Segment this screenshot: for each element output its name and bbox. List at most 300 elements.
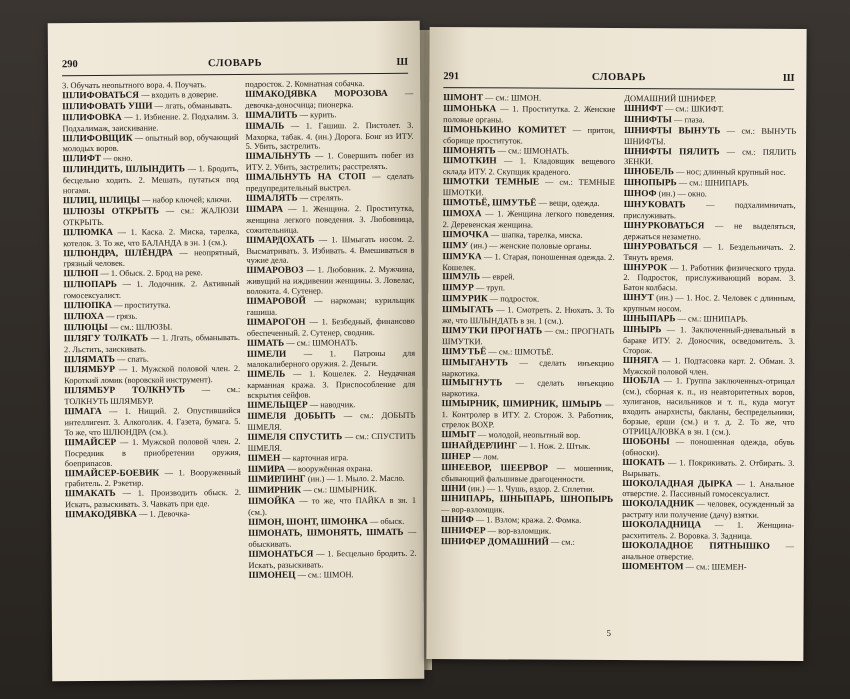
definition: — 1. Группа заключенных-отрицал (см.), сборная к. п., из неавторитетных воров, хулиганов, насильников и т. п., куда могут входить анархисты, бакланы, беспредельники, борзые, ерши (см.) и т. д. 2. То же, что ОТРИЦАЛОВКА в зн. 1 (см.). [622, 376, 795, 437]
definition: — 1. Взлом; кража. 2. Фомка. [475, 515, 582, 526]
definition: — см.: [550, 537, 575, 547]
dictionary-entry [248, 496, 416, 518]
definition: — то же, что ПАЙКА в зн. 1 (см.). [248, 495, 417, 518]
definition: — 1. Смотреть. 2. Нюхать. 3. То же, что ШЛЫНДАТЬ в зн. 1 (см.). [442, 305, 615, 326]
headword: ШОКОЛАДНИК [622, 499, 695, 510]
headword: ШМИРЛИНГ [247, 474, 306, 486]
definition: (ин.) — женские половые органы. [470, 240, 592, 251]
definition: — молодой, неопытный вор. [477, 430, 581, 440]
dictionary-entry [442, 294, 614, 306]
definition: — 1. Обыск. 2. Брод на реке. [100, 268, 203, 279]
headword: ШМЫТ [441, 430, 476, 441]
dictionary-entry [246, 172, 414, 194]
headword: ШМАРОВОЗ [246, 265, 304, 277]
headword: ШЛИФОВКА [62, 112, 122, 123]
dictionary-entry [442, 347, 614, 359]
dictionary-entry [64, 406, 240, 438]
headword: ШМОН, ШОНТ, ШМОНКА [248, 517, 368, 528]
headword: ШМАРОГОН [246, 317, 306, 328]
definition: — глаза. [674, 115, 705, 125]
dictionary-entry [442, 241, 614, 253]
definition: — см.: ШМЫРНИК. [303, 485, 377, 495]
headword: ШОБЛА [622, 376, 660, 387]
definition: — см.: ШМОН. [485, 93, 542, 103]
headword: ШМОТКИН [442, 156, 497, 167]
headword: ШМОНЯТЬ [442, 145, 496, 156]
dictionary-entry [63, 247, 239, 269]
definition: — 1. Вооруженный грабитель. 2. Рэкетир. [64, 467, 241, 489]
definition: — 1. Кладовщик вещевого склада ИТУ. 2. Скупщик краденого. [442, 156, 615, 178]
headword: ШЛЯМБУР ТОЛКНУТЬ [64, 385, 186, 397]
definition: (ин.) — 1. Мыло. 2. Масло. [307, 474, 405, 484]
definition: — 1. Контролер в ИТУ. 2. Сторож. 3. Работник, стрелок ВОХР. [441, 400, 614, 430]
headword: ШМИРНИК [247, 485, 302, 497]
definition: — нос; длинный крупный нос. [675, 167, 786, 178]
definition: — 1. Бродить, бесцельно ходить. 2. Мешать, путаться под ногами. [62, 164, 239, 196]
headword: ШМОТКИ ТЕМНЫЕ [442, 177, 540, 188]
headword: ШЛИФОВАТЬСЯ [62, 90, 140, 102]
definition: — наркоман; курильщик гашиша. [246, 295, 415, 317]
dictionary-entry [246, 204, 414, 236]
definition: — неопрятный, грязный человек. [63, 247, 240, 269]
left-column-1 [62, 80, 241, 521]
definition: — 1. Девочка- [138, 509, 190, 519]
headword: ШМЕЛЯ ДОБЫТЬ [247, 411, 336, 422]
headword: ШМОНТ [443, 93, 483, 104]
headword: ШНИФ [441, 515, 474, 526]
headword: ШНАЙДЕРЛИНГ [441, 440, 518, 452]
definition: — 1. Старая, поношенная одежда. 2. Кошелек. [442, 251, 615, 272]
headword: ШЛЮНДРА, ШЛЁНДРА [63, 247, 173, 259]
dictionary-entry [248, 549, 416, 571]
dictionary-entry [624, 147, 796, 169]
definition: — входить в доверие. [141, 90, 219, 100]
definition: — 1. Лгать, обманывать. 2. Льстить, заискивать. [63, 332, 240, 354]
definition: — поношенная одежда, обувь (обноски). [622, 437, 795, 458]
headword: ШМОНЬКА [443, 103, 497, 115]
definition: — 1. Шмыгать носом. 2. Высматривать. 3. Избивать. 4. Вмешиваться в чужие дела. [246, 234, 415, 266]
definition: подросток. 2. Комнатная собачка. [245, 79, 365, 89]
dictionary-entry [63, 206, 239, 228]
dictionary-entry [623, 314, 795, 326]
dictionary-entry [247, 369, 415, 401]
right-column-1 [441, 93, 615, 549]
dictionary-entry [441, 452, 613, 464]
headword: ШОКОЛАДНОЕ ПЯТНЫШКО [621, 541, 770, 552]
headword: ШМАКАТЬ [64, 489, 116, 500]
headword: ШМУТКИ ПРОГНАТЬ [442, 326, 543, 337]
definition: — см.: ТОЛКНУТЬ ШЛЯМБУР. [64, 385, 241, 407]
definition: — 1. Безбедный, финансово обеспеченный. 2. Сутенер, сводник. [246, 316, 415, 338]
definition: — лом. [472, 452, 499, 462]
headword: ШНОБЕЛЬ [623, 167, 674, 178]
headword: ШЛИФТ [62, 154, 102, 165]
definition: — см.: ШЕМЕН- [685, 562, 747, 572]
definition: — 1. Совершить побег из ИТУ. 2. Убить, застрелить; расстрелять. [245, 151, 414, 173]
dictionary-entry [443, 230, 615, 242]
definition: — наводчик. [309, 400, 356, 410]
dictionary-entry [622, 562, 794, 574]
definition: — 1. Кошелек. 2. Неудачная карманная кража. 3. Приспособление для вскрытия сейфов. [247, 369, 416, 401]
definition: (ин.) — окно. [658, 189, 707, 199]
definition: — подхалимничать, прислуживать. [623, 200, 796, 221]
dictionary-entry [442, 326, 614, 348]
definition: — сделать инъекцию наркотика. [441, 358, 614, 378]
page-number: 290 [61, 59, 78, 71]
headword: ШМАЛЬНУТЬ НА СТОП [245, 172, 366, 184]
headword: ШНЫРЬ [623, 324, 662, 336]
headword: ШЛЯГУ ТОЛКАТЬ [63, 333, 149, 344]
headword: ШНЕР [441, 451, 471, 463]
headword: ШОБОНЫ [622, 436, 670, 448]
headword: ШМАЛЬНУТЬ [245, 151, 311, 163]
headword: ШНЕЕВОР, ШЕЕРВОР [441, 462, 548, 474]
dictionary-entry [622, 437, 794, 459]
dictionary-entry [441, 495, 613, 517]
left-page [48, 21, 425, 682]
headword: ШМАЙСЕР [64, 437, 117, 449]
headword: ШЛЮМКА [63, 227, 114, 238]
headword: ШМАЛИТЬ [245, 110, 298, 121]
headword: ШНУРОВАТЬСЯ [623, 241, 698, 253]
definition: — 1. Гашиш. 2. Пистолет. 3. Махорка, табак. 4. (ин.) Дорога. Бонг из ИТУ. 5. Убить, застрелить. [245, 120, 414, 152]
definition: — не выделяться, держаться незаметно. [623, 221, 796, 242]
definition: — обыскивать. [248, 527, 417, 549]
dictionary-entry [624, 178, 796, 190]
headword: ШЛИФОВАТЬ УШИ [62, 101, 153, 113]
definition: (ин.) — 1. Чушь, вздор. 2. Сплетни. [468, 483, 595, 494]
definition: — 1. Нищий. 2. Опустившийся интеллигент. 3. Алкоголик. 4. Газета, бумага. 5. То же, что ШЛЮНДРА (см.). [64, 406, 241, 438]
headword: ШМУ [442, 240, 469, 251]
definition: — см.: ШКИФТ. [664, 104, 724, 114]
dictionary-entry [441, 484, 613, 496]
dictionary-entry [245, 120, 413, 152]
dictionary-entry [443, 93, 615, 105]
headword: ШМОХА [442, 209, 482, 220]
dictionary-entry [62, 112, 238, 134]
headword: ШЛЮП [63, 269, 99, 280]
dictionary-entry [441, 463, 613, 485]
left-column-2 [245, 79, 416, 582]
headword: ШМАТЬ [246, 338, 285, 349]
definition: — притон, сборище проституток. [443, 125, 616, 146]
dictionary-entry [248, 474, 416, 486]
definition: — стрелять. [299, 193, 344, 203]
definition: — 1. Избиение. 2. Подхалим. 3. Подхалимаж, заискивание. [62, 111, 239, 133]
dictionary-entry [622, 520, 794, 542]
definition: — см.: ШНИПАРЬ. [677, 314, 748, 324]
dictionary-entry [624, 115, 796, 127]
headword: ШНИ [441, 483, 466, 494]
definition: — 1. Женщина. 2. Проститутка, женщина легкого поведения. 3. Любовница, сожительница. [246, 203, 415, 235]
definition: — см.: ПЯЛИТЬ ЗЕНКИ. [623, 147, 797, 167]
right-page-header [443, 71, 794, 90]
dictionary-entry [247, 348, 415, 370]
headword: ШНИФТЫ [624, 114, 672, 126]
definition: — 1. Проститутка. 2. Женские половые органы. [443, 104, 616, 125]
headword: ШНИФЕР [440, 526, 486, 537]
headword: ШЛЮЦЫ [63, 322, 108, 334]
definition: — 1. Женщина легкого поведения. 2. Деревенская женщина. [442, 209, 615, 230]
dictionary-entry [623, 293, 795, 315]
headword: ШНУКОВАТЬ [623, 200, 686, 211]
dictionary-entry [442, 283, 614, 295]
dictionary-entry [623, 356, 795, 378]
headword: ШМЕЛЯ СПУСТИТЬ [247, 432, 343, 443]
definition: — см.: ШНИПАРЬ. [678, 178, 750, 188]
definition: — шапка, тарелка, миска. [490, 230, 583, 240]
definition: — см.: ШМОТЬЁ. [488, 347, 554, 357]
dictionary-entry [623, 263, 795, 295]
headword: ШМАЙСЕР-БОЕВИК [64, 468, 160, 479]
definition: — подросток. [489, 294, 540, 304]
dictionary-entry [443, 146, 615, 158]
dictionary-entry [247, 411, 415, 433]
dictionary-entry [64, 333, 240, 355]
dictionary-entry [65, 437, 241, 469]
dictionary-entry [441, 515, 613, 527]
definition: — 1. Работник физического труда. 2. Подросток, прислуживающий ворам. 3. Батон колбасы. [623, 262, 796, 293]
definition: — сделать инъекцию наркотика. [441, 378, 614, 399]
dictionary-entry [622, 479, 794, 501]
definition: — лгать, обманывать. [154, 100, 233, 111]
headword: ШЛЯМАТЬ [64, 354, 115, 365]
dictionary-entry [443, 104, 615, 126]
definition: 3. Обучать неопытного вора. 4. Поучать. [62, 80, 207, 91]
dictionary-entry [624, 221, 796, 243]
dictionary-entry [624, 189, 796, 201]
headword: ШОМЕНТОМ [621, 561, 684, 573]
headword: ШМОНЕЦ [248, 570, 296, 581]
headword: ШОКОЛАДНАЯ ДЫРКА [622, 478, 733, 490]
definition: — 1. Анальное отверстие. 2. Пассивный гомосексуалист. [622, 479, 795, 500]
definition: — 1. Мужской половой член. 2. Посредник в приобретении оружия, боеприпасов. [64, 436, 241, 468]
headword: ШМУЛЬ [442, 272, 481, 283]
headword: ШМАРОВОЙ [246, 296, 306, 307]
dictionary-entry [443, 125, 615, 147]
definition: — 1. Подтасовка карт. 2. Обман. 3. Мужской половой член. [622, 355, 795, 377]
headword: ШЛЮЗЫ ОТКРЫТЬ [62, 206, 159, 218]
definition: — см.: ШМОНАТЬ. [497, 145, 569, 156]
dictionary-entry [65, 488, 241, 510]
dictionary-entry [442, 272, 614, 284]
left-page-header [62, 57, 408, 76]
dictionary-entry [65, 509, 241, 521]
running-title: СЛОВАРЬ [207, 57, 263, 70]
headword: ШМЫГАНУТЬ [441, 357, 509, 369]
dictionary-entry [442, 358, 614, 380]
definition: — опытный вор, обучающий молодых воров. [62, 132, 239, 154]
page-number: 291 [443, 71, 460, 83]
headword: ШМЫГНУТЬ [441, 378, 503, 389]
definition: — курить. [299, 110, 337, 120]
definition: — см.: ВЫНУТЬ ШНИФТЫ. [624, 126, 797, 146]
dictionary-entry [64, 364, 240, 386]
dictionary-entry [624, 167, 796, 179]
dictionary-entry [246, 151, 414, 173]
dictionary-entry [246, 234, 414, 266]
running-title: СЛОВАРЬ [591, 71, 646, 84]
definition: — 1. Покрикивать. 2. Отбирать. 3. Вырывать. [622, 457, 795, 478]
dictionary-entry [442, 399, 614, 431]
headword: ШМИРА [247, 464, 286, 475]
dictionary-entry [443, 157, 615, 179]
dictionary-entry [247, 296, 415, 318]
headword: ШМАКОДЯВКА [65, 509, 137, 521]
definition: — проститутка. [114, 300, 171, 310]
headword: ШМАКОДЯВКА МОРОЗОВА [245, 88, 388, 100]
headword: ШМАГА [64, 407, 102, 418]
dictionary-entry [624, 104, 796, 116]
headword: ШНУРОК [623, 262, 668, 273]
headword: ШЛИЦ, ШЛИЦЫ [62, 195, 140, 207]
right-page [426, 27, 806, 661]
headword: ШНУРКОВАТЬСЯ [623, 220, 705, 232]
definition: — грязь. [106, 311, 138, 321]
dictionary-entry [64, 279, 240, 301]
dictionary-entry [441, 430, 613, 442]
definition: — сделать предупредительный выстрел. [245, 171, 414, 193]
dictionary-entry [64, 385, 240, 407]
headword: ШМЕЛЬЩЕР [247, 400, 308, 412]
definition: — набор ключей; ключи. [141, 194, 232, 205]
dictionary-entry [443, 209, 615, 231]
definition: — 1. Мужской половой член. 2. Короткий ломик (воровской инструмент). [64, 364, 241, 386]
definition: — см.: ШЛЮЗЫ. [109, 322, 173, 332]
definition: ДОМАШНИЙ ШНИФЕР. [624, 94, 717, 104]
definition: — еврей. [482, 272, 515, 282]
definition: — 1. Бесцельно бродить. 2. Искать, разыскивать. [248, 548, 417, 570]
dictionary-entry [622, 458, 794, 480]
headword: ШМЕЛЬ [247, 370, 286, 381]
definition: — девочка-доносчица; пионерка. [245, 88, 414, 110]
headword: ШЛИФОВЩИК [62, 133, 133, 144]
definition: — человек, осужденный за растрату или получение (дачу) взятки. [622, 499, 795, 520]
headword: ШНИПАРЬ, ШНЫПАРЬ, ШНОПЫРЬ [441, 494, 614, 506]
headword: ШМАЛЯТЬ [245, 193, 298, 204]
headword: ШМУТЬЁ [441, 346, 487, 358]
dictionary-entry [443, 198, 615, 210]
definition: — см.: ЖАЛЮЗИ ОТКРЫТЬ. [63, 205, 240, 227]
definition: — 1. Женщина-расхититель. 2. Воровка. 3. Задница. [621, 520, 795, 541]
headword: ШНИФТЫ ПЯЛИТЬ [623, 146, 720, 158]
headword: ШМОТЬЁ, ШМУТЬЁ [442, 198, 537, 209]
headword: ШМАРА [245, 204, 283, 215]
dictionary-entry [249, 569, 417, 581]
section-letter: Ш [782, 72, 795, 84]
definition: — окно. [103, 154, 133, 164]
headword: ШМАЛЬ [245, 121, 285, 132]
headword: ШЛЮХА [63, 311, 104, 323]
headword: ШНУТ [623, 293, 654, 304]
definition: — вещи, одежда. [538, 198, 600, 208]
definition: — 1. Производить обыск. 2. Искать, разыскивать. 3. Чавкать при еде. [65, 488, 242, 510]
definition: — труп. [475, 283, 505, 293]
dictionary-entry [442, 379, 614, 401]
definition: (ин.) — 1. Нос. 2. Человек с длинным, крупным носом. [623, 293, 796, 314]
dictionary-entry [65, 468, 241, 490]
headword: ШМУКА [442, 251, 482, 262]
definition: — спать. [116, 354, 149, 364]
headword: ШЛИНДИТЬ, ШЛЫНДИТЬ [62, 164, 185, 176]
headword: ШОКОЛАДНИЦА [622, 520, 702, 531]
headword: ШНОФ [623, 189, 657, 200]
headword: ШНИФТ [624, 103, 663, 115]
headword: ШМОЧКА [442, 229, 489, 241]
headword: ШНЯГА [622, 355, 659, 366]
definition: — обыск. [369, 516, 405, 527]
headword: ШМОНАТЬ, ШМОНЯТЬ, ШМАТЬ [248, 527, 404, 539]
definition: — 1. Любовник. 2. Мужчина, живущий на иждивении женщины. 3. Ловелас, волокита. 4. Сутенер. [246, 265, 415, 297]
headword: ШМЕЛИ [246, 349, 287, 360]
dictionary-entry [442, 252, 614, 274]
definition: — вооружённая охрана. [287, 463, 373, 474]
definition: — 1. Заключенный-дневальный в бараке ИТУ. 2. Доносчик, осведомитель. 3. Сторож. [622, 325, 796, 355]
definition: — см.: СПУСТИТЬ ШМЕЛЯ. [247, 431, 416, 453]
headword: ШМОЙКА [248, 496, 295, 508]
definition: — 1. Лодочник. 2. Активный гомосексуалист. [63, 279, 240, 301]
dictionary-entry [443, 177, 615, 199]
dictionary-entry [62, 133, 238, 155]
definition: — 1. Патроны для малокалиберного оружия. 2. Деньги. [247, 348, 416, 370]
headword: ШМАРДОХАТЬ [246, 235, 315, 246]
headword: ШМЫРНИК, ШМИРНИК, ШМЫРЬ [441, 399, 602, 411]
headword: ШЛЮПАРЬ [63, 280, 117, 291]
dictionary-entry [441, 441, 613, 453]
right-column-2 [622, 94, 797, 574]
definition: — мошенник, сбывающий фальшивые драгоценности. [441, 463, 614, 484]
headword: ШМЫГАТЬ [442, 305, 494, 316]
dictionary-entry [442, 305, 614, 327]
definition: — 1. Каска. 2. Миска, тарелка, котелок. 3. То же, что БАЛАНДА в зн. 1 (см.). [63, 226, 240, 248]
dictionary-entry [623, 325, 795, 357]
dictionary-entry [246, 265, 414, 297]
headword: ШОКАТЬ [622, 457, 665, 468]
definition: — см.: ТЕМНЫЕ ШМОТКИ. [442, 177, 615, 198]
dictionary-entry [624, 126, 796, 148]
headword: ШМУР [442, 283, 474, 294]
definition: — вор-взломщик. [487, 526, 552, 536]
headword: ШМОНЬКИНО КОМИТЕТ [443, 124, 567, 136]
dictionary-entry [623, 377, 795, 438]
dictionary-entry [63, 227, 239, 249]
dictionary-entry [622, 541, 794, 563]
headword: ШНЫПАРЬ [623, 314, 676, 325]
headword: ШНОПЫРЬ [623, 178, 677, 189]
dictionary-entry [248, 432, 416, 454]
dictionary-entry [247, 317, 415, 339]
definition: — см.: ШМОН. [297, 569, 354, 580]
definition: — вор-взломщик. [441, 505, 505, 515]
dictionary-entry [248, 528, 416, 550]
definition: — карточная игра. [282, 452, 349, 463]
headword: ШНИФТЫ ВЫНУТЬ [624, 125, 721, 137]
headword: ШМОНАТЬСЯ [248, 549, 314, 560]
definition: — анальное отверстие. [621, 541, 794, 562]
dictionary-entry [624, 200, 796, 222]
headword: ШМЕН [247, 453, 281, 464]
headword: ШМУРИК [442, 294, 488, 305]
dictionary-entry [441, 537, 613, 549]
headword: ШЛЯМБУР [64, 365, 116, 376]
definition: — см.: ДОБЫТЬ ШМЕЛЯ. [247, 410, 416, 432]
section-letter: Ш [396, 56, 409, 68]
definition: — см.: ШМОНАТЬ. [286, 337, 358, 348]
footer-mark: 5 [606, 627, 612, 638]
dictionary-entry [245, 89, 413, 111]
definition: — см.: ПРОГНАТЬ ШМУТКИ. [441, 326, 615, 347]
headword: ШЛЮПКА [63, 300, 113, 312]
